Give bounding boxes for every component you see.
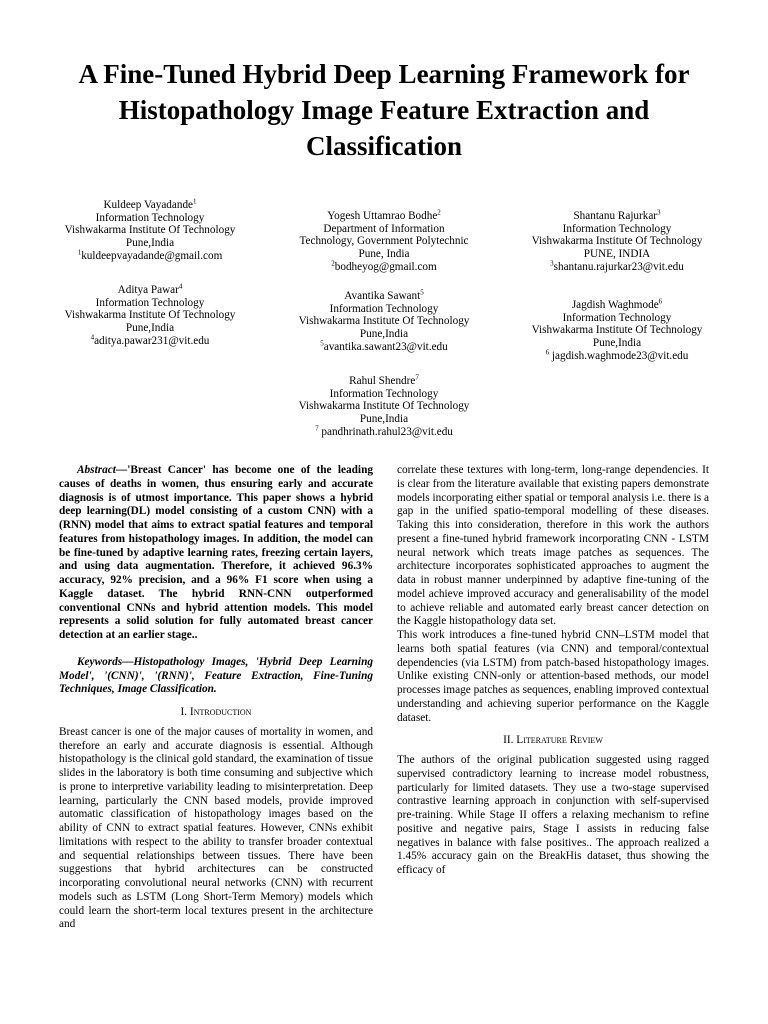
right-column bbox=[397, 464, 709, 878]
author-dept: Information Technology bbox=[562, 311, 672, 324]
author-inst: Technology, Government Polytechnic bbox=[299, 235, 469, 248]
author-dept: Information Technology bbox=[329, 302, 439, 315]
keywords: Keywords—Histopathology Images, 'Hybrid Deep Learning Model', '(CNN)', '(RNN)', Feature Extraction, Fine-Tuning Techniques, Image Classification. bbox=[59, 655, 373, 696]
author-inst: Vishwakarma Institute Of Technology bbox=[298, 400, 470, 413]
author-loc: Pune, India bbox=[358, 248, 410, 261]
author-email: avantika.sawant23@vit.edu bbox=[323, 340, 448, 353]
author-name: Yogesh Uttamrao Bodhe bbox=[327, 210, 438, 222]
author-name: Avantika Sawant bbox=[344, 290, 421, 302]
author-loc: PUNE, INDIA bbox=[583, 248, 651, 261]
author-name: Kuldeep Vayadande bbox=[103, 199, 194, 211]
abstract-text: —'Breast Cancer' has become one of the leading causes of deaths in women, thus ensuring early and accurate diagnosis is of utmost importance. This paper shows a hybrid deep learning(DL) model consisting of a custom CNN) with a (RNN) model that aims to extract spatial features and temporal features from histopathology images. In addition, the model can be fine-tuned by adaptive learning rates, freezing certain layers, and using data augmentation. Therefore, it achieved 96.3% accuracy, 92% precision, and a 96% F1 score when using a Kaggle dataset. The hybrid RNN-CNN outperformed conventional CNNs and hybrid attention models. This model represents a solid solution for fully automated breast cancer detection at an earlier stage.. bbox=[59, 464, 373, 641]
literature-paragraph: The authors of the original publication suggested using ragged supervised contradictory learning to increase model robustness, particularly for limited datasets. They use a two-stage supervised contrastive learning approach in conjunction with self-supervised pre-training. While Stage II offers a relaxing mechanism to refine positive and negative pairs, Stage I assists in reducing false negatives in balance with false positives.. The approach realized a 1.45% accuracy gain on the BreakHis dataset, thus showing the efficacy of bbox=[397, 754, 709, 876]
author-loc: Pune,India bbox=[125, 322, 175, 335]
author-block-1: Kuldeep Vayadande$^1$ Information Technology Vishwakarma Institute Of Technology Pune,India $^1$kuldeepvayadande@gmail.com bbox=[55, 199, 245, 263]
author-name: Aditya Pawar bbox=[117, 284, 179, 296]
author-email: shantanu.rajurkar23@vit.edu bbox=[553, 260, 684, 273]
section-heading-introduction: I. Introduction bbox=[180, 706, 252, 718]
author-email: kuldeepvayadande@gmail.com bbox=[81, 249, 223, 262]
author-dept: Information Technology bbox=[95, 211, 205, 224]
author-block-6: Jagdish Waghmode$^6$ Information Technology Vishwakarma Institute Of Technology Pune,India $^6$ jagdish.waghmode23@vit.edu bbox=[522, 299, 712, 363]
author-block-4: Aditya Pawar$^4$ Information Technology Vishwakarma Institute Of Technology Pune,India $^4$aditya.pawar231@vit.edu bbox=[55, 284, 245, 348]
author-email: pandhrinath.rahul23@vit.edu bbox=[318, 425, 453, 438]
intro-paragraph-2: This work introduces a fine-tuned hybrid CNN–LSTM model that learns both spatial features (via CNN) and temporal/contextual dependencies (via LSTM) from patch-based histopathology images. Unlike existing CNN-only or attention-based methods, our model processes image patches as sequences, enabling improved contextual understanding and achieving superior performance on the Kaggle dataset. bbox=[397, 629, 709, 724]
author-dept: Information Technology bbox=[95, 296, 205, 309]
author-block-5: Avantika Sawant$^5$ Information Technology Vishwakarma Institute Of Technology Pune,India $^5$avantika.sawant23@vit.edu bbox=[289, 290, 479, 354]
section-heading-literature-review: II. Literature Review bbox=[503, 734, 603, 747]
author-inst: Vishwakarma Institute Of Technology bbox=[298, 315, 470, 328]
author-name: Shantanu Rajurkar bbox=[573, 210, 658, 222]
left-column bbox=[59, 464, 373, 932]
author-email: aditya.pawar231@vit.edu bbox=[94, 334, 210, 347]
author-dept: Information Technology bbox=[329, 387, 439, 400]
author-inst: Vishwakarma Institute Of Technology bbox=[64, 309, 236, 322]
author-loc: Pune,India bbox=[359, 413, 409, 426]
author-inst: Vishwakarma Institute Of Technology bbox=[64, 224, 236, 237]
author-inst: Vishwakarma Institute Of Technology bbox=[531, 235, 703, 248]
author-loc: Pune,India bbox=[592, 337, 642, 350]
abstract bbox=[59, 464, 373, 643]
abstract-label: Abstract bbox=[77, 464, 116, 476]
author-block-7: Rahul Shendre$^7$ Information Technology Vishwakarma Institute Of Technology Pune,India $^7$ pandhrinath.rahul23@vit.edu bbox=[289, 375, 479, 439]
author-loc: Pune,India bbox=[125, 237, 175, 250]
author-loc: Pune,India bbox=[359, 328, 409, 341]
intro-paragraph: Breast cancer is one of the major causes of mortality in women, and therefore an early and accurate diagnosis is essential. Although histopathology is the clinical gold standard, the examination of tissue slides in the laboratory is both time consuming and subjective which is prone to interpretive variability leading to misinterpretation. Deep learning, particularly the CNN based models, provide improved automatic classification of histopathology images based on the ability of CNN to extract spatial features. However, CNNs exhibit limitations with respect to the ability to transfer broader contextual and sequential relationships between tissues. There have been suggestions that hybrid architectures can be constructed incorporating convolutional neural networks (CNN) with recurrent models such as LSTM (Long Short-Term Memory) models which could learn the short-term local textures present in the architecture and bbox=[59, 725, 373, 931]
author-dept: Department of Information bbox=[323, 222, 445, 235]
author-dept: Information Technology bbox=[562, 222, 672, 235]
author-inst: Vishwakarma Institute Of Technology bbox=[531, 324, 703, 337]
author-block-3: Shantanu Rajurkar$^3$ Information Technology Vishwakarma Institute Of Technology PUNE, INDIA $^3$shantanu.rajurkar23@vit.edu bbox=[522, 210, 712, 274]
author-name: Rahul Shendre bbox=[349, 375, 416, 387]
author-email: bodheyog@gmail.com bbox=[334, 260, 437, 273]
author-block-2: Yogesh Uttamrao Bodhe$^2$ Department of Information Technology, Government Polytechnic Pune, India $^2$bodheyog@gmail.com bbox=[289, 210, 479, 274]
author-email: jagdish.waghmode23@vit.edu bbox=[549, 349, 689, 362]
intro-continued: correlate these textures with long-term, long-range dependencies. It is clear from the literature available that existing papers demonstrate models incorporating either spatial or temporal analysis i.e. there is a gap in the unified spatio-temporal modelling of these diseases. Taking this into consideration, therefore in this work the authors present a fine-tuned hybrid framework incorporating CNN - LSTM neural network which treats image patches as sequences. The architecture incorporates sophisticated approaches to augment the data in robust manner underpinned by adaptive fine-tuning of the model achieve improved accuracy and generalisability of the model to achieve reliable and automated early breast cancer detection on the Kaggle histopathology data set. bbox=[397, 464, 709, 628]
paper-title: A Fine-Tuned Hybrid Deep Learning Framework for Histopathology Image Feature Extraction and Classification bbox=[78, 59, 690, 161]
author-name: Jagdish Waghmode bbox=[571, 299, 659, 311]
